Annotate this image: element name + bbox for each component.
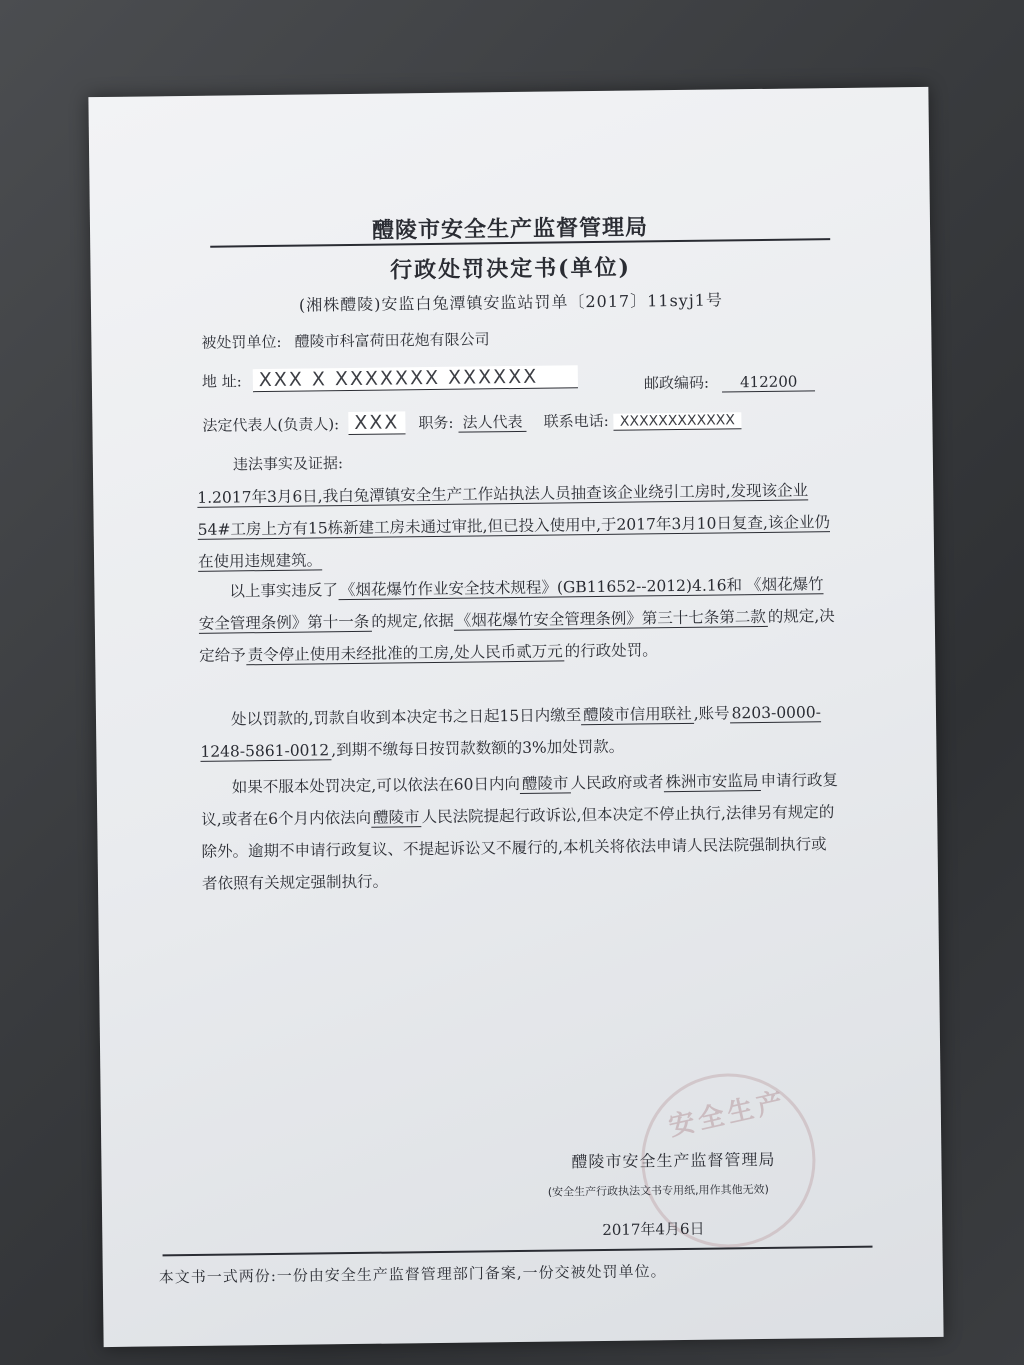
- regulation-article-11: 《烟花爆竹安全管理条例》第十一条: [198, 575, 824, 633]
- issuing-agency: 醴陵市安全生产监督管理局: [571, 1149, 776, 1172]
- regulation-standard: 《烟花爆竹作业安全技术规程》(GB11652--2012)4.16和: [338, 576, 744, 600]
- phone-label: 联系电话:: [543, 411, 609, 431]
- issue-date: 2017年4月6日: [602, 1219, 705, 1239]
- document-number: (湘株醴陵)安监白兔潭镇安监站罚单〔2017〕11syj1号: [298, 290, 724, 315]
- postcode-value: 412200: [722, 372, 815, 392]
- appeal-bureau: 株洲市安监局: [663, 772, 760, 792]
- footer-note: 本文书一式两份:一份由安全生产监督管理部门备案,一份交被处罚单位。: [158, 1262, 667, 1287]
- position-label: 职务:: [418, 413, 454, 433]
- bank-name: 醴陵市信用联社: [581, 705, 694, 725]
- postcode-row: [644, 370, 816, 393]
- appeal-text-3: 申请行政复议,或者在6个月内依法向: [201, 771, 839, 829]
- document-paper: [88, 87, 943, 1347]
- violation-text-4: 的行政处罚。: [564, 641, 658, 661]
- legal-rep-value-redacted: XXX: [348, 411, 405, 435]
- facts-heading: 违法事实及证据:: [232, 454, 344, 474]
- phone-value-redacted: XXXXXXXXXXXX: [614, 412, 741, 431]
- violation-paragraph: [198, 568, 839, 672]
- seal-text: 安全生产: [666, 1086, 790, 1143]
- facts-text: 1.2017年3月6日,我白兔潭镇安全生产工作站执法人员抽查该企业绕引工房时,发现该企业54#工房上方有15栋新建工房未通过审批,但已投入使用中,于2017年3月10日复查,该企业仍在使用违规建筑。: [197, 481, 831, 571]
- fine-text-3: ,到期不缴每日按罚款数额的3%加处罚款。: [331, 737, 625, 760]
- fine-text-1: 处以罚款的,罚款自收到本决定书之日起15日内缴至: [230, 706, 582, 729]
- violation-text-1: 以上事实违反了: [229, 581, 339, 601]
- regulation-article-37: 《烟花爆竹安全管理条例》第三十七条第二款: [454, 608, 768, 631]
- fine-text-2: ,账号: [693, 704, 730, 723]
- fine-paragraph: [200, 696, 841, 768]
- address-value-redacted: XXX X XXXXXXX XXXXXX: [253, 365, 579, 392]
- appeal-text-4: 人民法院提起行政诉讼,但本决定不停止执行,法律另有规定的除外。逾期不申请行政复议、不提起诉讼又不履行的,本机关将依法申请人民法院强制执行或者依照有关规定强制执行。: [201, 803, 835, 893]
- penalized-unit-label: 被处罚单位:: [201, 332, 282, 352]
- violation-text-3: 的规定,决定给予: [199, 607, 835, 665]
- penalized-unit-row: [201, 328, 489, 353]
- account-number: 8203-0000-1248-5861-0012: [200, 703, 822, 761]
- legal-rep-label: 法定代表人(负责人):: [202, 415, 340, 435]
- footer-rule: [163, 1246, 873, 1257]
- violation-text-2: 的规定,依据: [371, 611, 454, 631]
- penalty-decision: 责令停止使用未经批准的工房,处人民币贰万元: [246, 642, 565, 665]
- appeal-text-2: 人民政府或者: [570, 773, 664, 793]
- appeal-government: 醴陵市: [520, 774, 571, 794]
- agency-title: 醴陵市安全生产监督管理局: [371, 214, 649, 244]
- appeal-court: 醴陵市: [371, 808, 422, 828]
- address-label: 地 址:: [201, 372, 242, 391]
- appeal-text-1: 如果不服本处罚决定,可以依法在60日内向: [231, 774, 521, 797]
- issuer-note: (安全生产行政执法文书专用纸,用作其他无效): [547, 1182, 769, 1199]
- penalized-unit-value: 醴陵市科富荷田花炮有限公司: [294, 330, 490, 351]
- address-row: [202, 365, 579, 392]
- postcode-label: 邮政编码:: [643, 373, 710, 393]
- document-title: 行政处罚决定书(单位): [389, 254, 632, 284]
- position-value: 法人代表: [458, 413, 526, 433]
- appeal-paragraph: [201, 764, 843, 900]
- legal-rep-row: [202, 407, 741, 436]
